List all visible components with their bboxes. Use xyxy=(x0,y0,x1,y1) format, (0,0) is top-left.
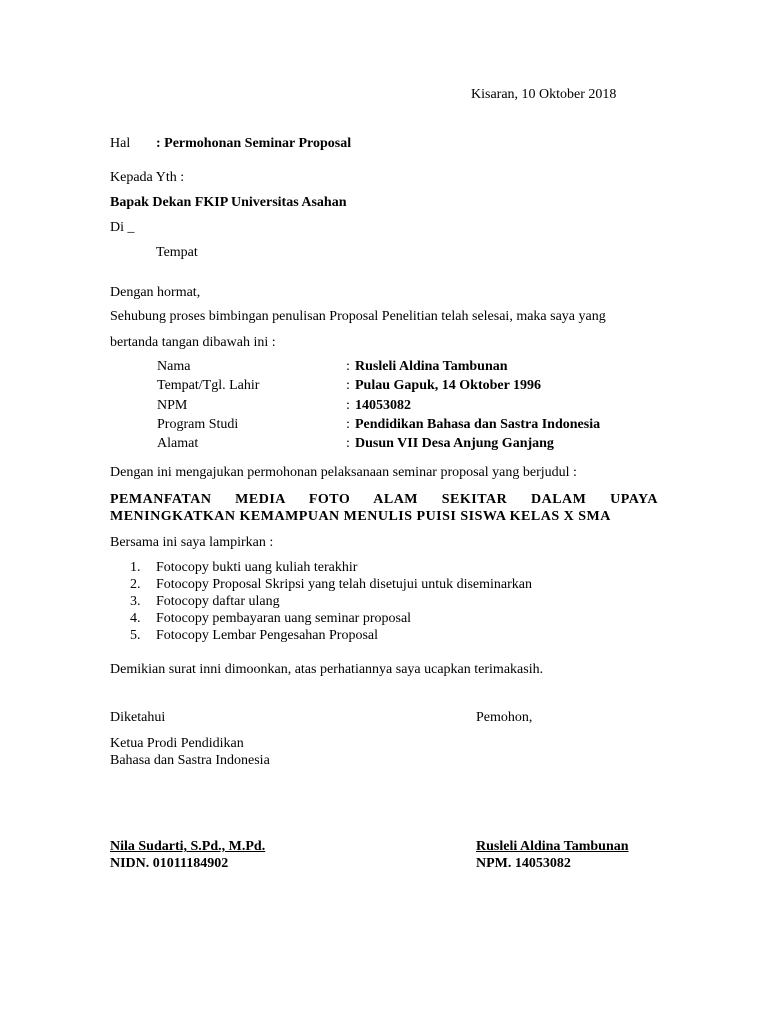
identity-value: Dusun VII Desa Anjung Ganjang xyxy=(355,436,554,452)
kaprodi-title-line-2: Bahasa dan Sastra Indonesia xyxy=(110,753,270,768)
list-item-text: Fotocopy bukti uang kuliah terakhir xyxy=(156,560,358,575)
closing-text: Demikian surat inni dimoonkan, atas perhatiannya saya ucapkan terimakasih. xyxy=(110,662,544,677)
identity-value: Rusleli Aldina Tambunan xyxy=(355,359,508,374)
identity-label: Program Studi xyxy=(157,416,239,432)
list-item-number: 4. xyxy=(130,611,141,626)
identity-separator: : xyxy=(346,397,350,413)
list-item-text: Fotocopy daftar ulang xyxy=(156,594,280,609)
thesis-title-line-2: MENINGKATKAN KEMAMPUAN MENULIS PUISI SISWA KELAS X SMA xyxy=(110,509,611,524)
identity-label: Alamat xyxy=(157,436,199,452)
place-date: Kisaran, 10 Oktober 2018 xyxy=(471,87,617,102)
di-label: Di _ xyxy=(110,220,135,235)
list-item-number: 1. xyxy=(130,560,141,575)
identity-separator: : xyxy=(346,436,350,452)
identity-value: Pendidikan Bahasa dan Sastra Indonesia xyxy=(355,416,601,432)
to-label: Kepada Yth : xyxy=(110,170,185,185)
list-item-text: Fotocopy Proposal Skripsi yang telah disetujui untuk diseminarkan xyxy=(156,577,533,592)
list-item-number: 5. xyxy=(130,628,141,643)
list-item-text: Fotocopy Lembar Pengesahan Proposal xyxy=(156,628,379,643)
left-signatory-name: Nila Sudarti, S.Pd., M.Pd. xyxy=(110,839,266,854)
list-item-number: 3. xyxy=(130,594,141,609)
subject-label: Hal xyxy=(110,136,131,151)
salutation: Dengan hormat, xyxy=(110,285,201,300)
identity-value: Pulau Gapuk, 14 Oktober 1996 xyxy=(355,378,542,394)
identity-separator: : xyxy=(346,359,350,374)
identity-separator: : xyxy=(346,416,350,432)
applicant-label: Pemohon, xyxy=(476,710,533,725)
list-item-number: 2. xyxy=(130,577,141,592)
kaprodi-title-line-1: Ketua Prodi Pendidikan xyxy=(110,736,244,751)
recipient: Bapak Dekan FKIP Universitas Asahan xyxy=(110,195,347,210)
attachments-intro: Bersama ini saya lampirkan : xyxy=(110,535,274,550)
identity-label: Nama xyxy=(157,359,191,374)
left-signatory-id: NIDN. 01011184902 xyxy=(110,856,229,871)
subject-value: : Permohonan Seminar Proposal xyxy=(156,136,352,151)
identity-label: Tempat/Tgl. Lahir xyxy=(157,378,260,394)
tempat-label: Tempat xyxy=(156,245,198,260)
identity-separator: : xyxy=(346,378,350,394)
thesis-title-line-1: PEMANFATAN MEDIA FOTO ALAM SEKITAR DALAM UPAYA xyxy=(110,492,658,507)
intro-line-1: Sehubung proses bimbingan penulisan Proposal Penelitian telah selesai, maka saya yang xyxy=(110,309,606,324)
list-item-text: Fotocopy pembayaran uang seminar proposal xyxy=(156,611,412,626)
right-signatory-id: NPM. 14053082 xyxy=(476,856,571,871)
identity-value: 14053082 xyxy=(355,397,411,413)
request-text: Dengan ini mengajukan permohonan pelaksanaan seminar proposal yang berjudul : xyxy=(110,465,577,480)
known-label: Diketahui xyxy=(110,710,166,725)
identity-label: NPM xyxy=(157,397,188,413)
right-signatory-name: Rusleli Aldina Tambunan xyxy=(476,839,629,854)
intro-line-2: bertanda tangan dibawah ini : xyxy=(110,335,276,350)
